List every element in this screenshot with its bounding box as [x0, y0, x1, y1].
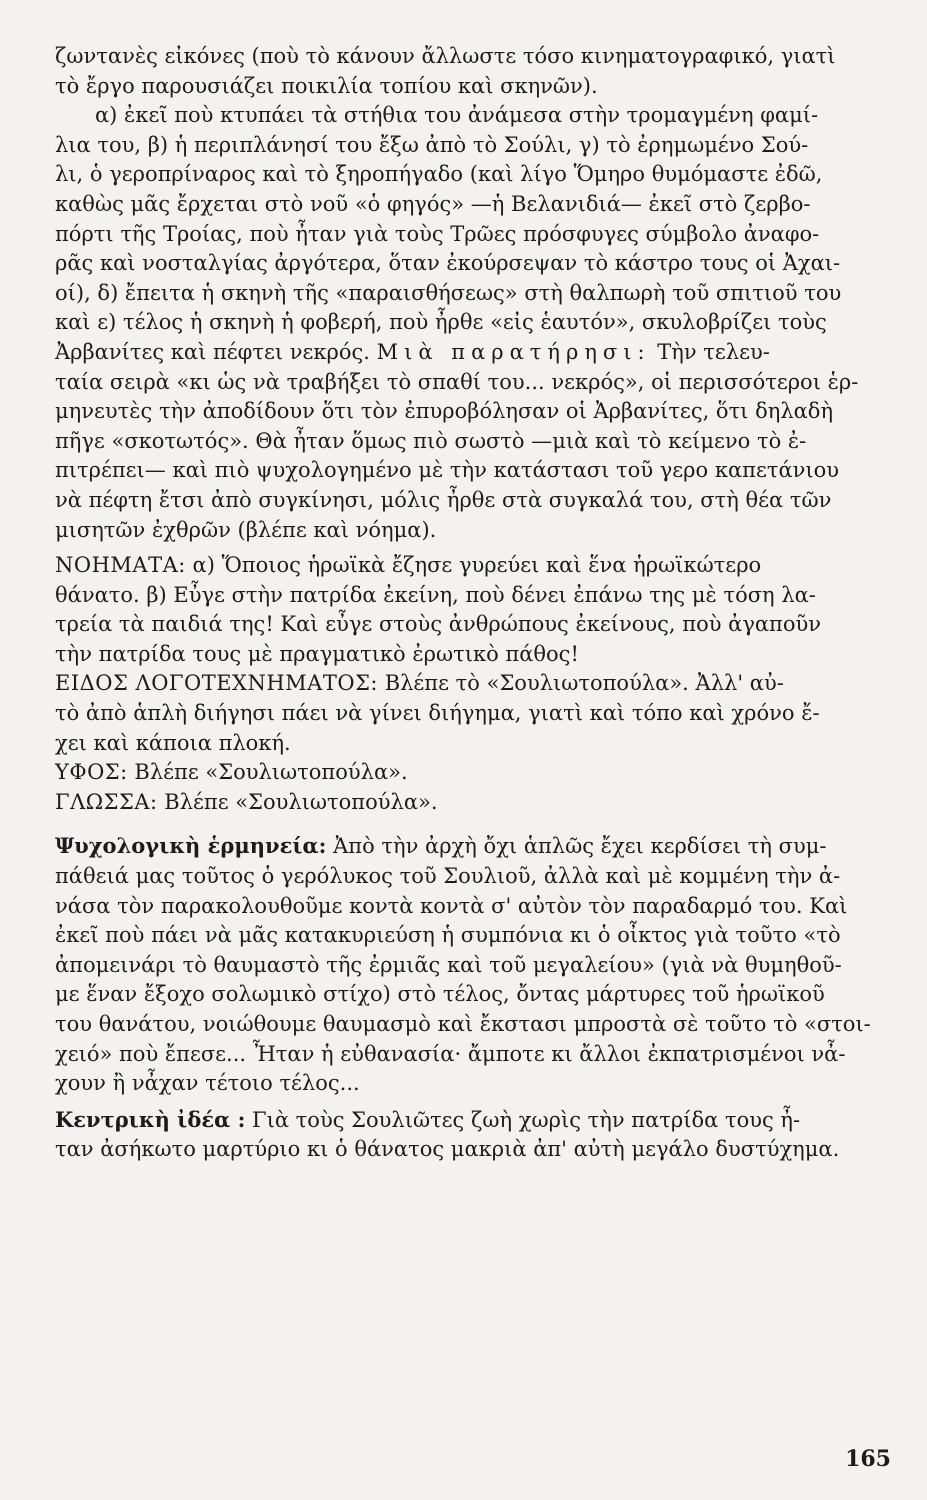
page-number: 165	[845, 1446, 891, 1472]
text-line: τὴν πατρίδα τους μὲ πραγματικὸ ἐρωτικὸ πάθος!	[55, 641, 579, 666]
yfos-label: ΥΦΟΣ:	[55, 760, 128, 785]
text-line: μηνευτὲς τὴν ἀποδίδουν ὅτι τὸν ἐπυροβόλησαν οἱ Ἀρβανίτες, ὅτι δηλαδὴ	[55, 399, 834, 424]
text-line: ἐκεῖ ποὺ πάει νὰ μᾶς κατακυριεύση ἡ συμπόνια κι ὁ οἶκτος γιὰ τοῦτο «τὸ	[55, 923, 841, 948]
text-fragment: Γιὰ τοὺς Σουλιῶτες ζωὴ χωρὶς τὴν πατρίδα τους ἦ-	[252, 1107, 801, 1132]
yfos-section	[55, 758, 897, 788]
text-line: ἀπομεινάρι τὸ θαυμαστὸ τῆς ἐρμιᾶς καὶ τοῦ μεγαλείου» (γιὰ νὰ θυμηθοῦ-	[55, 952, 842, 977]
text-line: με ἕναν ἔξοχο σολωμικὸ στίχο) στὸ τέλος, ὄντας μάρτυρες τοῦ ἡρωϊκοῦ	[55, 982, 825, 1007]
text-line: ζωντανὲς εἰκόνες (ποὺ τὸ κάνουν ἄλλωστε τόσο κινηματογραφικό, γιατὶ	[55, 44, 836, 68]
text-line: καθὼς μᾶς ἔρχεται στὸ νοῦ «ὁ φηγός» —ἡ Βελανιδιά— ἐκεῖ στὸ ζερβο-	[55, 191, 811, 216]
text-line: καὶ ε) τέλος ἡ σκηνὴ ἡ φοβερή, ποὺ ἦρθε «εἰς ἑαυτόν», σκυλοβρίζει τοὺς	[55, 310, 827, 335]
text-line: οί), δ) ἔπειτα ἡ σκηνὴ τῆς «παραισθήσεως» στὴ θαλπωρὴ τοῦ σπιτιοῦ του	[55, 280, 842, 305]
text-line: πόρτι τῆς Τροίας, ποὺ ἦταν γιὰ τοὺς Τρῶες πρόσφυγες σύμβολο ἀναφο-	[55, 221, 820, 246]
text-line: τὸ ἀπὸ ἁπλὴ διήγησι πάει νὰ γίνει διήγημα, γιατὶ καὶ τόπο καὶ χρόνο ἔ-	[55, 701, 820, 726]
text-fragment: Βλέπε τὸ «Σουλιωτοπούλα». Ἀλλ' αὐ-	[384, 671, 784, 696]
glossa-section	[55, 788, 897, 818]
text-line: νὰ πέφτη ἔτσι ἀπὸ συγκίνησι, μόλις ἦρθε στὰ συγκαλά του, στὴ θέα τῶν	[55, 487, 832, 512]
text-line: λι, ὁ γεροπρίναρος καὶ τὸ ξηροπήγαδο (καὶ λίγο Ὅμηρο θυμόμαστε ἐδῶ,	[55, 162, 823, 187]
text-fragment: Ἀρβανίτες καὶ πέφτει νεκρός.	[55, 339, 370, 364]
idea-label: Κεντρικὴ ἰδέα :	[55, 1106, 246, 1132]
noimata-label: ΝΟΗΜΑΤΑ:	[55, 553, 186, 578]
text-line: α) ἐκεῖ ποὺ κτυπάει τὰ στήθια του ἀνάμεσα στὴν τρομαγμένη φαμί-	[95, 103, 819, 128]
text-line: ρᾶς καὶ νοσταλγίας ἀργότερα, ὅταν ἐκούρσεψαν τὸ κάστρο τους οἱ Ἀχαι-	[55, 251, 841, 276]
text-fragment: Τὴν τελευ-	[657, 339, 770, 364]
text-line: τὸ ἔργο παρουσιάζει ποικιλία τοπίου καὶ σκηνῶν).	[55, 73, 598, 98]
text-line: πῆγε «σκοτωτός». Θὰ ἦταν ὅμως πιὸ σωστὸ —μιὰ καὶ τὸ κείμενο τὸ ἐ-	[55, 428, 807, 453]
text-line: τρεία τὰ παιδιά της! Καὶ εὖγε στοὺς ἀνθρώπους ἐκείνους, ποὺ ἀγαποῦν	[55, 612, 822, 637]
text-line: πιτρέπει— καὶ πιὸ ψυχολογημένο μὲ τὴν κατάστασι τοῦ γερο καπετάνιου	[55, 458, 840, 483]
text-line: νάσα τὸν παρακολουθοῦμε κοντὰ κοντὰ σ' αὐτὸν τὸν παραδαρμό του. Καὶ	[55, 893, 848, 918]
text-line: χειό» ποὺ ἔπεσε... Ἦταν ἡ εὐθανασία· ἄμποτε κι ἄλλοι ἐκπατρισμένοι νἆ-	[55, 1041, 846, 1066]
text-fragment: α) Ὅποιος ἡρωϊκὰ ἔζησε γυρεύει καὶ ἕνα ἡρωϊκώτερο	[192, 553, 762, 578]
text-fragment: Ἀπὸ τὴν ἀρχὴ ὄχι ἁπλῶς ἔχει κερδίσει τὴ συμ-	[333, 834, 827, 859]
text-line: χουν ἢ νἆχαν τέτοιο τέλος...	[55, 1071, 360, 1096]
noimata-section	[55, 551, 897, 581]
text-line: χει καὶ κάποια πλοκή.	[55, 730, 291, 755]
eidos-section	[55, 669, 897, 699]
text-line: θάνατο. β) Εὖγε στὴν πατρίδα ἐκείνη, ποὺ δένει ἐπάνω της μὲ τόση λα-	[55, 582, 816, 607]
psych-section	[55, 831, 897, 862]
text-line: ταία σειρὰ «κι ὡς νὰ τραβήξει τὸ σπαθί του... νεκρός», οἱ περισσότεροι ἑρ-	[55, 369, 859, 394]
text-line: του θανάτου, νοιώθουμε θαυμασμὸ καὶ ἔκστασι μπροστὰ σὲ τοῦτο τὸ «στοι-	[55, 1012, 871, 1036]
text-line	[55, 338, 897, 368]
psych-label: Ψυχολογικὴ ἑρμηνεία:	[55, 833, 327, 859]
remark-heading: Μιὰ παρατήρησι:	[376, 339, 651, 364]
eidos-label: ΕΙΔΟΣ ΛΟΓΟΤΕΧΝΗΜΑΤΟΣ:	[55, 671, 378, 696]
glossa-label: ΓΛΩΣΣΑ:	[55, 789, 158, 814]
text-fragment: Βλέπε «Σουλιωτοπούλα».	[164, 789, 438, 814]
page-text	[55, 42, 897, 1165]
text-line: μισητῶν ἐχθρῶν (βλέπε καὶ νόημα).	[55, 517, 437, 542]
text-line: λια του, β) ἡ περιπλάνησί του ἔξω ἀπὸ τὸ Σούλι, γ) τὸ ἐρημωμένο Σού-	[55, 132, 809, 157]
text-line: ταν ἀσήκωτο μαρτύριο κι ὁ θάνατος μακριὰ ἀπ' αὐτὴ μεγάλο δυστύχημα.	[55, 1137, 840, 1162]
text-fragment: Βλέπε «Σουλιωτοπούλα».	[134, 760, 408, 785]
idea-section	[55, 1105, 897, 1136]
text-line: πάθειά μας τοῦτος ὁ γερόλυκος τοῦ Σουλιοῦ, ἀλλὰ καὶ μὲ κομμένη τὴν ἀ-	[55, 864, 841, 889]
